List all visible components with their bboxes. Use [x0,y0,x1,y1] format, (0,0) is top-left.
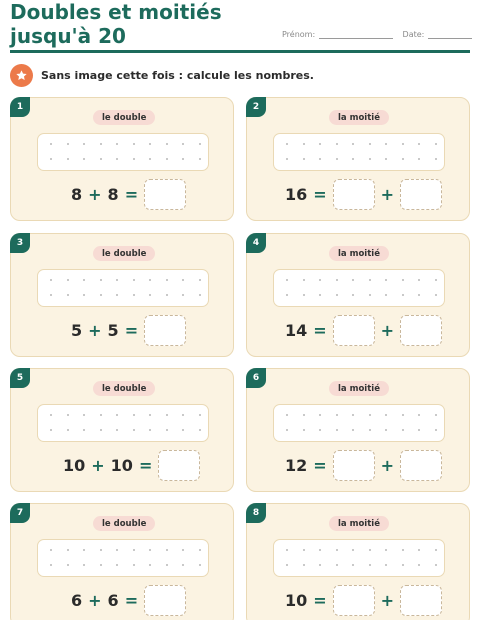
grid-dot [133,414,135,416]
grid-dot [67,564,69,566]
grid-dot [336,279,338,281]
plus-sign: + [88,320,102,340]
grid-dot [418,279,420,281]
exercise-card-5 [10,368,234,492]
grid-dot [67,279,69,281]
equation [285,178,442,210]
grid-dot [336,143,338,145]
grid-dot [100,414,102,416]
grid-dot [182,414,184,416]
answer-box-right[interactable] [400,585,442,616]
star-icon [10,64,33,87]
equals-sign: = [313,590,327,610]
grid-dot [435,564,437,566]
dot-grid [273,404,445,442]
equals-sign: = [313,184,327,204]
grid-dot [149,549,151,551]
grid-dot [83,429,85,431]
grid-dot [133,143,135,145]
grid-dot [182,143,184,145]
grid-dot [182,294,184,296]
grid-dot [166,549,168,551]
grid-dot [319,158,321,160]
plus-sign: + [91,455,105,475]
grid-dot [67,414,69,416]
grid-dot [303,279,305,281]
grid-dot [369,429,371,431]
grid-dot [435,279,437,281]
grid-dot [402,564,404,566]
addend-a: 6 [71,590,83,610]
instruction-text: Sans image cette fois : calcule les nombres. [41,68,314,82]
grid-dot [352,279,354,281]
exercise-type-label: le double [93,516,155,531]
grid-dot [199,414,201,416]
grid-dot [166,414,168,416]
header-rule [10,50,470,53]
grid-dot [369,279,371,281]
grid-dot [149,158,151,160]
grid-dot [402,143,404,145]
grid-dot [67,549,69,551]
grid-dot [369,549,371,551]
grid-dot [182,279,184,281]
name-date-fields [282,30,472,39]
plus-sign: + [380,455,395,475]
grid-dot [67,158,69,160]
plus-sign: + [88,184,102,204]
grid-dot [83,158,85,160]
answer-box[interactable] [144,315,186,346]
grid-dot [100,158,102,160]
dot-grid [273,269,445,307]
grid-dot [166,143,168,145]
grid-dot [369,564,371,566]
plus-sign: + [380,184,395,204]
dot-grid [273,539,445,577]
card-number: 8 [246,503,266,523]
grid-dot [166,429,168,431]
grid-dot [133,549,135,551]
prenom-label: Prénom: [282,30,316,39]
grid-dot [83,294,85,296]
grid-dot [133,564,135,566]
grid-dot [435,294,437,296]
grid-dot [67,429,69,431]
grid-dot [352,294,354,296]
grid-dot [303,429,305,431]
grid-dot [402,549,404,551]
grid-dot [116,143,118,145]
exercise-type-label: le double [93,246,155,261]
exercise-type-label: la moitié [329,246,389,261]
grid-dot [352,429,354,431]
date-field[interactable] [428,31,472,39]
equation [63,449,200,481]
addend-b: 6 [107,590,119,610]
grid-dot [116,414,118,416]
grid-dot [319,549,321,551]
dot-grid [37,539,209,577]
card-number: 3 [10,233,30,253]
equals-sign: = [313,320,327,340]
grid-dot [286,279,288,281]
grid-dot [369,294,371,296]
answer-box-right[interactable] [400,179,442,210]
grid-dot [50,549,52,551]
exercise-card-3 [10,233,234,357]
grid-dot [166,279,168,281]
answer-box-right[interactable] [400,315,442,346]
grid-dot [418,414,420,416]
plus-sign: + [380,590,395,610]
grid-dot [116,564,118,566]
answer-box-left[interactable] [333,450,375,481]
equals-sign: = [124,184,139,204]
grid-dot [352,143,354,145]
grid-dot [133,294,135,296]
grid-dot [336,294,338,296]
grid-dot [435,143,437,145]
grid-dot [182,549,184,551]
addend-b: 10 [110,455,133,475]
grid-dot [83,279,85,281]
grid-dot [166,294,168,296]
grid-dot [369,158,371,160]
grid-dot [303,158,305,160]
exercise-card-6 [246,368,470,492]
grid-dot [50,414,52,416]
grid-dot [149,279,151,281]
grid-dot [402,279,404,281]
grid-dot [418,158,420,160]
grid-dot [83,549,85,551]
grid-dot [50,158,52,160]
grid-dot [303,143,305,145]
answer-box-left[interactable] [333,179,375,210]
exercise-card-2 [246,97,470,221]
equals-sign: = [138,455,153,475]
card-number: 5 [10,368,30,388]
grid-dot [435,158,437,160]
grid-dot [369,414,371,416]
prenom-field[interactable] [319,31,392,39]
grid-dot [199,143,201,145]
grid-dot [336,414,338,416]
answer-box[interactable] [144,585,186,616]
grid-dot [352,564,354,566]
grid-dot [100,143,102,145]
plus-sign: + [380,320,395,340]
grid-dot [435,429,437,431]
grid-dot [199,158,201,160]
grid-dot [336,158,338,160]
addend-a: 10 [63,455,86,475]
grid-dot [116,549,118,551]
grid-dot [286,564,288,566]
total-number: 16 [285,184,308,204]
grid-dot [303,564,305,566]
dot-grid [37,404,209,442]
addend-b: 5 [107,320,119,340]
exercise-card-7 [10,503,234,620]
grid-dot [83,143,85,145]
grid-dot [182,158,184,160]
grid-dot [402,429,404,431]
grid-dot [100,564,102,566]
answer-box[interactable] [144,179,186,210]
page-title: Doubles et moitiés jusqu'à 20 [10,0,222,48]
grid-dot [286,294,288,296]
grid-dot [319,294,321,296]
grid-dot [385,564,387,566]
grid-dot [319,279,321,281]
grid-dot [319,414,321,416]
grid-dot [199,294,201,296]
grid-dot [100,429,102,431]
grid-dot [303,294,305,296]
grid-dot [116,158,118,160]
grid-dot [149,564,151,566]
grid-dot [50,294,52,296]
grid-dot [319,429,321,431]
grid-dot [435,414,437,416]
grid-dot [149,429,151,431]
grid-dot [352,158,354,160]
grid-dot [402,158,404,160]
grid-dot [67,294,69,296]
grid-dot [385,549,387,551]
grid-dot [50,279,52,281]
addend-b: 8 [107,184,119,204]
grid-dot [385,158,387,160]
grid-dot [50,564,52,566]
grid-dot [116,294,118,296]
plus-sign: + [88,590,102,610]
grid-dot [385,279,387,281]
answer-box-left[interactable] [333,585,375,616]
equation [285,584,442,616]
equals-sign: = [124,590,139,610]
exercise-type-label: la moitié [329,516,389,531]
grid-dot [319,143,321,145]
grid-dot [100,549,102,551]
grid-dot [100,279,102,281]
exercise-card-4 [246,233,470,357]
dot-grid [37,269,209,307]
grid-dot [286,429,288,431]
total-number: 12 [285,455,308,475]
grid-dot [336,549,338,551]
grid-dot [133,429,135,431]
grid-dot [336,564,338,566]
grid-dot [369,143,371,145]
exercise-type-label: le double [93,381,155,396]
dot-grid [273,133,445,171]
grid-dot [166,158,168,160]
grid-dot [182,564,184,566]
grid-dot [149,294,151,296]
grid-dot [435,549,437,551]
grid-dot [199,429,201,431]
grid-dot [149,414,151,416]
exercise-type-label: le double [93,110,155,125]
grid-dot [83,564,85,566]
exercise-type-label: la moitié [329,381,389,396]
card-number: 1 [10,97,30,117]
equation [71,178,186,210]
equation [71,314,186,346]
grid-dot [418,549,420,551]
grid-dot [166,564,168,566]
grid-dot [133,158,135,160]
grid-dot [402,414,404,416]
grid-dot [319,564,321,566]
grid-dot [286,143,288,145]
grid-dot [199,279,201,281]
grid-dot [352,414,354,416]
equals-sign: = [313,455,327,475]
card-number: 7 [10,503,30,523]
grid-dot [352,549,354,551]
equals-sign: = [124,320,139,340]
instruction [10,63,314,87]
grid-dot [418,429,420,431]
answer-box-right[interactable] [400,450,442,481]
equation [71,584,186,616]
grid-dot [418,143,420,145]
grid-dot [385,143,387,145]
total-number: 10 [285,590,308,610]
grid-dot [385,414,387,416]
grid-dot [418,564,420,566]
grid-dot [286,158,288,160]
date-label: Date: [402,30,425,39]
grid-dot [100,294,102,296]
grid-dot [50,429,52,431]
grid-dot [50,143,52,145]
grid-dot [67,143,69,145]
grid-dot [303,414,305,416]
grid-dot [402,294,404,296]
grid-dot [286,414,288,416]
grid-dot [385,429,387,431]
exercise-card-1 [10,97,234,221]
answer-box-left[interactable] [333,315,375,346]
grid-dot [199,549,201,551]
answer-box[interactable] [158,450,200,481]
addend-a: 5 [71,320,83,340]
dot-grid [37,133,209,171]
grid-dot [116,429,118,431]
exercise-type-label: la moitié [329,110,389,125]
card-number: 4 [246,233,266,253]
grid-dot [199,564,201,566]
card-number: 6 [246,368,266,388]
grid-dot [149,143,151,145]
grid-dot [133,279,135,281]
grid-dot [385,294,387,296]
grid-dot [182,429,184,431]
grid-dot [418,294,420,296]
grid-dot [286,549,288,551]
grid-dot [303,549,305,551]
grid-dot [116,279,118,281]
exercise-card-8 [246,503,470,620]
grid-dot [83,414,85,416]
card-number: 2 [246,97,266,117]
total-number: 14 [285,320,308,340]
grid-dot [336,429,338,431]
equation [285,314,442,346]
equation [285,449,442,481]
addend-a: 8 [71,184,83,204]
